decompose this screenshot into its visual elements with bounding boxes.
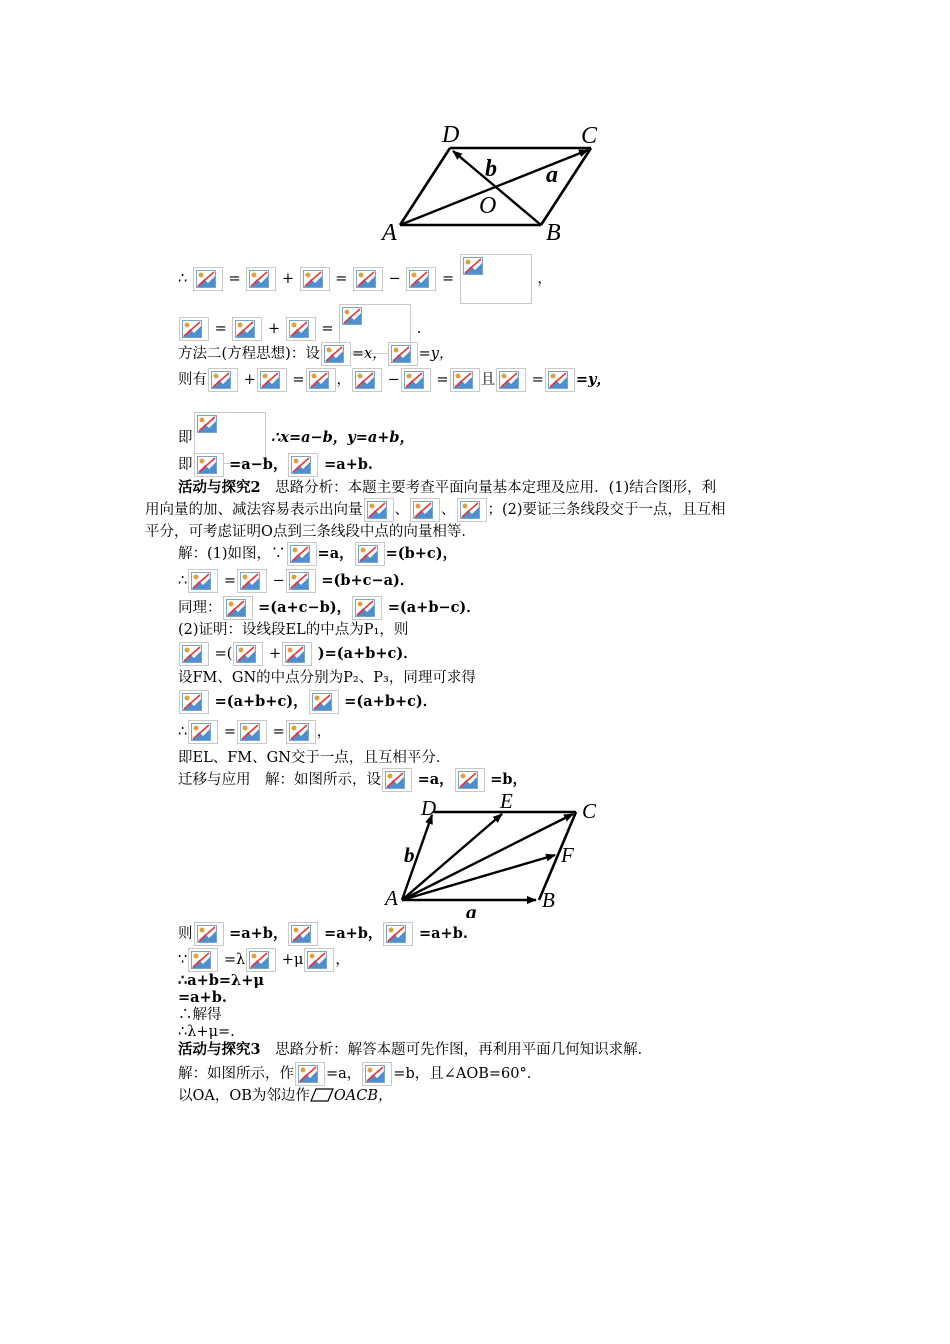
image-placeholder — [450, 368, 480, 392]
broken-image-icon — [182, 645, 202, 663]
line-3 — [178, 342, 454, 366]
equals: = — [228, 271, 241, 287]
comma: ， — [336, 372, 352, 388]
broken-image-icon — [197, 925, 217, 943]
broken-image-icon — [240, 572, 260, 590]
image-placeholder — [188, 720, 218, 744]
plus: + — [269, 646, 282, 662]
figure-parallelogram-1 — [378, 118, 608, 246]
minus: − — [272, 573, 285, 589]
math: =(a+b+c)， — [214, 693, 308, 710]
broken-image-icon — [458, 771, 478, 789]
line-8 — [145, 498, 726, 522]
text: 解：如图所示，作 — [178, 1066, 294, 1082]
label-b: b — [485, 156, 497, 182]
broken-image-icon — [197, 456, 217, 474]
eq-y: =y， — [575, 371, 611, 388]
image-placeholder — [232, 317, 262, 341]
image-placeholder — [457, 498, 487, 522]
math: )=(a+b+c)． — [317, 645, 418, 662]
math: =(a+b+c)． — [344, 693, 438, 710]
label-B: B — [542, 888, 555, 912]
paragraph-text: 平分，可考虑证明O点到三条线段中点的向量相等． — [145, 524, 476, 540]
line-18 — [178, 748, 450, 768]
therefore-symbol: ∴ — [178, 573, 188, 589]
image-placeholder — [208, 368, 238, 392]
text: 迁移与应用 解：如图所示，设 — [178, 772, 381, 788]
broken-image-icon — [240, 723, 260, 741]
line-9 — [145, 522, 476, 542]
line-16 — [178, 690, 437, 714]
label-C: C — [581, 123, 598, 149]
image-placeholder — [179, 690, 209, 714]
line-1 — [178, 254, 552, 304]
math: =λ — [223, 952, 246, 968]
line-12 — [178, 596, 481, 620]
broken-image-icon — [358, 545, 378, 563]
broken-image-icon — [463, 257, 483, 275]
math: ∴λ+μ=. — [178, 1024, 235, 1040]
image-placeholder — [355, 542, 385, 566]
text: 即 — [178, 430, 193, 446]
image-placeholder — [282, 642, 312, 666]
text: 设FM、GN的中点分别为P₂、P₃，同理可求得 — [178, 670, 476, 686]
image-placeholder — [179, 642, 209, 666]
broken-image-icon — [289, 320, 309, 338]
line-13 — [178, 620, 408, 640]
comma: ， — [316, 724, 332, 740]
equals: = — [223, 724, 236, 740]
broken-image-icon — [236, 645, 256, 663]
line-6 — [178, 453, 373, 477]
broken-image-icon — [409, 270, 429, 288]
broken-image-icon — [249, 951, 269, 969]
math: =(b+c−a)． — [321, 572, 415, 589]
section-title: 活动与探究2 — [178, 479, 261, 496]
plus: + — [267, 321, 281, 337]
broken-image-icon — [182, 693, 202, 711]
image-placeholder — [304, 948, 334, 972]
broken-image-icon — [342, 307, 362, 325]
text: 则 — [178, 926, 193, 942]
plus: + — [243, 372, 256, 388]
plus: + — [281, 271, 294, 287]
label-D: D — [442, 122, 460, 148]
paragraph-text: 用向量的加、减法容易表示出向量 — [145, 502, 363, 518]
line-10 — [178, 542, 457, 566]
image-placeholder — [362, 1062, 392, 1086]
image-placeholder — [364, 498, 394, 522]
image-placeholder — [257, 368, 287, 392]
result-1: =a−b， — [229, 456, 288, 473]
label-D: D — [421, 796, 437, 820]
broken-image-icon — [460, 501, 480, 519]
equals: = — [272, 724, 285, 740]
broken-image-icon — [211, 371, 231, 389]
label-b: b — [404, 843, 415, 867]
broken-image-icon — [324, 345, 344, 363]
section-title: 活动与探究3 — [178, 1041, 261, 1058]
broken-image-icon — [548, 371, 568, 389]
label-O: O — [479, 193, 497, 219]
broken-image-icon — [367, 501, 387, 519]
line-26 — [178, 1040, 652, 1060]
math: =a+b. — [178, 989, 227, 1006]
broken-image-icon — [260, 371, 280, 389]
broken-image-icon — [191, 723, 211, 741]
text: 同理： — [178, 600, 222, 616]
broken-image-icon — [285, 645, 305, 663]
text: 即EL、FM、GN交于一点，且互相平分． — [178, 750, 451, 766]
paragraph-text: 思路分析：本题主要考查平面向量基本定理及应用．(1)结合图形，利 — [260, 480, 717, 496]
label-a: a — [466, 900, 477, 918]
line-27 — [178, 1062, 541, 1086]
text: 以OA，OB为邻边作 — [178, 1088, 310, 1104]
image-placeholder — [410, 498, 440, 522]
label-C: C — [582, 799, 597, 823]
image-placeholder-large — [460, 254, 532, 304]
image-placeholder — [246, 948, 276, 972]
paragraph-text: 思路分析：解答本题可先作图，再利用平面几何知识求解． — [260, 1042, 653, 1058]
line-21 — [178, 948, 350, 972]
image-placeholder — [193, 267, 223, 291]
broken-image-icon — [290, 545, 310, 563]
image-placeholder — [233, 642, 263, 666]
line-11 — [178, 569, 414, 593]
broken-image-icon — [291, 925, 311, 943]
broken-image-icon — [499, 371, 519, 389]
math: =b， — [490, 771, 528, 788]
math: =(a+b−c)． — [387, 599, 481, 616]
therefore-symbol: ∴ — [178, 724, 188, 740]
because-symbol: ∵ — [178, 952, 188, 968]
parallelogram-symbol-icon — [310, 1088, 334, 1102]
image-placeholder — [496, 368, 526, 392]
line-7 — [178, 478, 716, 498]
image-placeholder — [300, 267, 330, 291]
result-2: =a+b. — [324, 456, 373, 473]
broken-image-icon — [182, 320, 202, 338]
eq-x: =x， — [351, 346, 387, 362]
broken-image-icon — [235, 320, 255, 338]
equals: = — [436, 372, 449, 388]
math: =a+b， — [229, 925, 288, 942]
minus: − — [387, 372, 400, 388]
line-15 — [178, 668, 476, 688]
image-placeholder — [455, 768, 485, 792]
text: 解：(1)如图，∵ — [178, 546, 286, 562]
image-placeholder — [545, 368, 575, 392]
image-placeholder — [288, 453, 318, 477]
comma: ， — [537, 271, 552, 287]
equals: = — [441, 271, 455, 287]
image-placeholder — [321, 342, 351, 366]
image-placeholder — [286, 569, 316, 593]
broken-image-icon — [307, 951, 327, 969]
broken-image-icon — [365, 1065, 385, 1083]
broken-image-icon — [413, 501, 433, 519]
image-placeholder — [286, 720, 316, 744]
eq-y: =y， — [418, 346, 454, 362]
broken-image-icon — [453, 371, 473, 389]
image-placeholder — [406, 267, 436, 291]
image-placeholder — [179, 317, 209, 341]
broken-image-icon — [312, 693, 332, 711]
figure-parallelogram-2 — [382, 790, 606, 918]
image-placeholder — [295, 1062, 325, 1086]
image-placeholder — [287, 542, 317, 566]
broken-image-icon — [191, 951, 211, 969]
line-19 — [178, 768, 527, 792]
separator: 、 — [441, 502, 456, 518]
math: =( — [214, 646, 233, 662]
math: =a， — [317, 545, 354, 562]
image-placeholder — [382, 768, 412, 792]
and-text: 且 — [480, 372, 496, 388]
math: ∴a+b=λ+μ — [178, 972, 264, 989]
broken-image-icon — [355, 371, 375, 389]
broken-image-icon — [303, 270, 323, 288]
period: . — [416, 321, 422, 337]
image-placeholder — [309, 690, 339, 714]
image-placeholder — [188, 948, 218, 972]
line-25 — [178, 1022, 235, 1042]
broken-image-icon — [309, 371, 329, 389]
math: =a+b， — [324, 925, 383, 942]
comma: ， — [335, 952, 350, 968]
label-a: a — [546, 162, 558, 188]
therefore-symbol: ∴ — [178, 271, 188, 287]
broken-image-icon — [291, 456, 311, 474]
broken-image-icon — [385, 771, 405, 789]
broken-image-icon — [249, 270, 269, 288]
equals: = — [223, 573, 236, 589]
text: ∴解得 — [178, 1007, 222, 1023]
broken-image-icon — [289, 572, 309, 590]
math: =a+b. — [419, 925, 468, 942]
line-4 — [178, 368, 611, 392]
equals: = — [214, 321, 227, 337]
math: =(a+c−b)， — [258, 599, 352, 616]
image-placeholder — [246, 267, 276, 291]
broken-image-icon — [404, 371, 424, 389]
image-placeholder — [383, 922, 413, 946]
image-placeholder — [353, 267, 383, 291]
equals: = — [292, 372, 305, 388]
broken-image-icon — [356, 270, 376, 288]
paragraph-text: ；(2)要证三条线段交于一点，且互相 — [487, 502, 726, 518]
text: OACB， — [333, 1088, 393, 1104]
image-placeholder — [306, 368, 336, 392]
equals: = — [531, 372, 544, 388]
separator: 、 — [394, 502, 409, 518]
broken-image-icon — [226, 599, 246, 617]
math: =(b+c)， — [385, 545, 458, 562]
math: =b，且∠AOB=60°． — [393, 1066, 542, 1082]
equals: = — [335, 271, 348, 287]
math: =a， — [326, 1066, 362, 1082]
broken-image-icon — [197, 415, 217, 433]
text: (2)证明：设线段EL的中点为P₁，则 — [178, 622, 409, 638]
broken-image-icon — [355, 599, 375, 617]
line-28 — [178, 1086, 393, 1106]
image-placeholder — [388, 342, 418, 366]
math: +μ — [281, 952, 304, 968]
solution-xy: ∴x=a−b，y=a+b， — [271, 429, 415, 446]
broken-image-icon — [289, 723, 309, 741]
line-17 — [178, 720, 331, 744]
math: =a， — [417, 771, 454, 788]
broken-image-icon — [191, 572, 211, 590]
broken-image-icon — [196, 270, 216, 288]
method-two-text: 方法二(方程思想)：设 — [178, 346, 320, 362]
image-placeholder — [237, 720, 267, 744]
broken-image-icon — [391, 345, 411, 363]
label-A: A — [382, 220, 397, 246]
label-E: E — [500, 790, 513, 813]
image-placeholder — [401, 368, 431, 392]
minus: − — [388, 271, 401, 287]
image-placeholder — [237, 569, 267, 593]
image-placeholder — [194, 922, 224, 946]
image-placeholder — [352, 596, 382, 620]
image-placeholder — [194, 453, 224, 477]
image-placeholder — [223, 596, 253, 620]
label-F: F — [561, 843, 574, 867]
image-placeholder — [286, 317, 316, 341]
equals: = — [321, 321, 334, 337]
image-placeholder — [288, 922, 318, 946]
label-B: B — [546, 220, 561, 246]
broken-image-icon — [386, 925, 406, 943]
line-20 — [178, 922, 468, 946]
text: 则有 — [178, 372, 207, 388]
image-placeholder — [352, 368, 382, 392]
line-14 — [178, 642, 418, 666]
broken-image-icon — [298, 1065, 318, 1083]
text: 即 — [178, 457, 193, 473]
vector-b-line — [453, 151, 541, 225]
label-A: A — [385, 886, 398, 910]
image-placeholder — [188, 569, 218, 593]
